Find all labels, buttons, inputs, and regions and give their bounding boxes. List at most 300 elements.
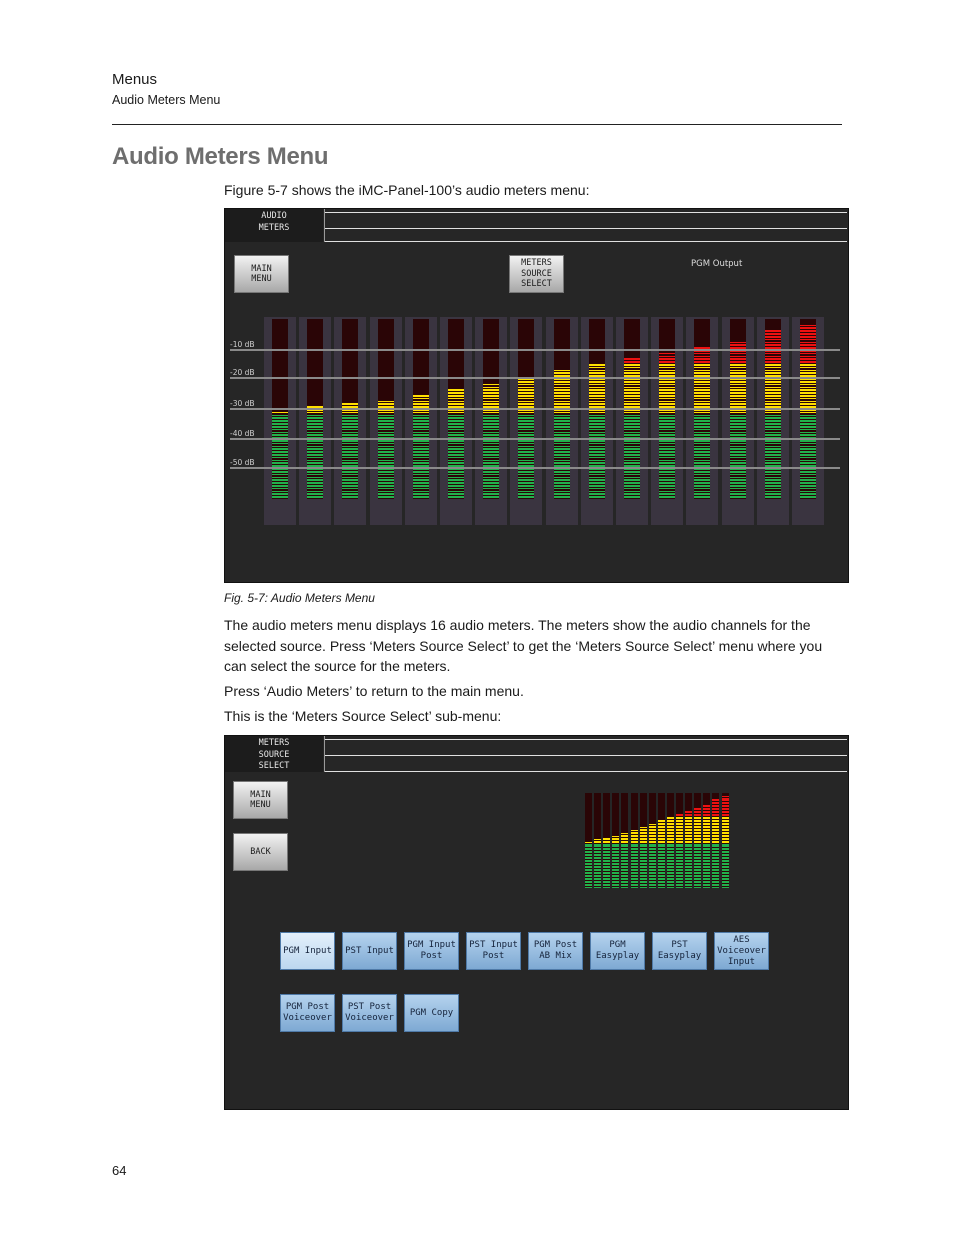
meter-segment bbox=[712, 872, 719, 873]
meter-segment bbox=[585, 849, 592, 850]
meter-segment bbox=[603, 842, 610, 843]
meter-segment bbox=[612, 875, 619, 876]
meter-segment bbox=[676, 860, 683, 861]
meter-segment bbox=[765, 460, 781, 462]
meter-segment bbox=[712, 844, 719, 845]
meter-segment bbox=[594, 881, 601, 882]
meter-segment bbox=[712, 851, 719, 852]
meter-segment bbox=[800, 403, 816, 405]
meter-segment bbox=[342, 493, 358, 495]
meter-segment bbox=[612, 855, 619, 856]
meter-segment bbox=[730, 344, 746, 346]
meter-segment bbox=[307, 440, 323, 442]
meter-segment bbox=[730, 493, 746, 495]
meter-segment bbox=[342, 412, 358, 414]
meter-segment bbox=[649, 869, 656, 870]
meter-segment bbox=[624, 477, 640, 479]
meter-segment bbox=[612, 854, 619, 855]
meter-segment bbox=[554, 488, 570, 490]
meter-segment bbox=[685, 857, 692, 858]
meter-segment bbox=[621, 873, 628, 874]
meter-segment bbox=[624, 372, 640, 374]
db-label-10: -10 dB bbox=[230, 340, 255, 349]
meter-segment bbox=[624, 417, 640, 419]
meter-segment bbox=[658, 839, 665, 840]
meter-segment bbox=[694, 479, 710, 481]
meter-segment bbox=[658, 857, 665, 858]
meter-segment bbox=[667, 849, 674, 850]
meter-segment bbox=[649, 876, 656, 877]
meter-segment bbox=[722, 818, 729, 819]
meter-segment bbox=[589, 412, 605, 414]
meter-segment bbox=[703, 878, 710, 879]
meter-segment bbox=[685, 823, 692, 824]
meter-segment bbox=[694, 412, 710, 414]
meter-segment bbox=[307, 491, 323, 493]
meter-segment bbox=[685, 879, 692, 880]
meter-segment bbox=[413, 395, 429, 397]
source-button-pgm-easyplay[interactable]: PGM Easyplay bbox=[590, 932, 645, 970]
meter-segment bbox=[621, 876, 628, 877]
meter-segment bbox=[272, 417, 288, 419]
meter-segment bbox=[703, 823, 710, 824]
meter-segment bbox=[589, 496, 605, 498]
meter-segment bbox=[621, 842, 628, 843]
meter-segment bbox=[703, 870, 710, 871]
meter-segment bbox=[730, 417, 746, 419]
meter-segment bbox=[448, 462, 464, 464]
meter-segment bbox=[589, 387, 605, 389]
meter-segment bbox=[712, 870, 719, 871]
meter-segment bbox=[658, 875, 665, 876]
meter-segment bbox=[658, 884, 665, 885]
meter-segment bbox=[712, 841, 719, 842]
meter-segment bbox=[694, 426, 710, 428]
meter-segment bbox=[659, 460, 675, 462]
meter-segment bbox=[342, 462, 358, 464]
meter-segment bbox=[640, 887, 647, 888]
meter-segment bbox=[585, 882, 592, 883]
meter-segment bbox=[730, 387, 746, 389]
meter-segment bbox=[703, 855, 710, 856]
meter-segment bbox=[631, 867, 638, 868]
meter-segment bbox=[659, 477, 675, 479]
meter-segment bbox=[621, 879, 628, 880]
meter-segment bbox=[712, 876, 719, 877]
meter-segment bbox=[658, 860, 665, 861]
meter-segment bbox=[307, 420, 323, 422]
source-button-pst-input-post[interactable]: PST Input Post bbox=[466, 932, 521, 970]
meter-segment bbox=[518, 401, 534, 403]
meter-segment bbox=[712, 852, 719, 853]
meter-segment bbox=[448, 479, 464, 481]
meter-segment bbox=[631, 848, 638, 849]
meter-segment bbox=[676, 827, 683, 828]
meter-segment bbox=[685, 821, 692, 822]
meter-segment bbox=[722, 872, 729, 873]
meter-segment bbox=[612, 887, 619, 888]
meter-segment bbox=[518, 387, 534, 389]
meter-segment bbox=[712, 835, 719, 836]
meter-segment bbox=[676, 841, 683, 842]
meter-segment bbox=[448, 451, 464, 453]
meter-segment bbox=[722, 857, 729, 858]
meter-segment bbox=[378, 496, 394, 498]
meter-segment bbox=[589, 471, 605, 473]
meter-segment bbox=[800, 339, 816, 341]
meter-segment bbox=[694, 423, 710, 425]
meter-segment bbox=[658, 869, 665, 870]
meter-segment bbox=[685, 873, 692, 874]
meter-segment bbox=[413, 457, 429, 459]
meter-segment bbox=[694, 417, 710, 419]
meter-segment bbox=[712, 839, 719, 840]
meter-segment bbox=[712, 802, 719, 803]
meter-segment bbox=[730, 364, 746, 366]
meter-segment bbox=[624, 370, 640, 372]
meter-segment bbox=[676, 849, 683, 850]
meter-segment bbox=[667, 848, 674, 849]
meter-segment bbox=[589, 454, 605, 456]
meter-segment bbox=[694, 823, 701, 824]
meter-segment bbox=[554, 429, 570, 431]
meter-segment bbox=[621, 863, 628, 864]
meter-segment bbox=[722, 878, 729, 879]
meter-segment bbox=[685, 882, 692, 883]
meter-segment bbox=[612, 860, 619, 861]
db-label-30: -30 dB bbox=[230, 399, 255, 408]
meter-segment bbox=[413, 403, 429, 405]
meter-segment bbox=[667, 879, 674, 880]
meter-segment bbox=[694, 864, 701, 865]
meter-segment bbox=[676, 835, 683, 836]
meter-segment bbox=[800, 429, 816, 431]
meter-segment bbox=[694, 448, 710, 450]
meter-segment bbox=[272, 429, 288, 431]
meter-segment bbox=[631, 861, 638, 862]
meter-segment bbox=[722, 849, 729, 850]
meter-segment bbox=[640, 836, 647, 837]
meter-segment bbox=[712, 827, 719, 828]
meter-segment bbox=[585, 842, 592, 843]
meter-segment bbox=[413, 488, 429, 490]
meter-segment bbox=[624, 403, 640, 405]
meter-segment bbox=[730, 462, 746, 464]
meter-segment bbox=[612, 841, 619, 842]
meter-segment bbox=[676, 846, 683, 847]
back-button[interactable]: BACK bbox=[233, 833, 288, 871]
meter-segment bbox=[518, 485, 534, 487]
meter-segment bbox=[603, 854, 610, 855]
meter-segment bbox=[307, 429, 323, 431]
meter-segment bbox=[621, 852, 628, 853]
meter-segment bbox=[624, 392, 640, 394]
meter-segment bbox=[585, 867, 592, 868]
meter-segment bbox=[685, 829, 692, 830]
meter-segment bbox=[694, 814, 701, 815]
meter-segment bbox=[594, 864, 601, 865]
meter-segment bbox=[712, 858, 719, 859]
meter-segment bbox=[554, 420, 570, 422]
meter-segment bbox=[272, 415, 288, 417]
meter-segment bbox=[631, 838, 638, 839]
meter-segment bbox=[694, 860, 701, 861]
meter-segment bbox=[685, 870, 692, 871]
meter-segment bbox=[676, 823, 683, 824]
meter-segment bbox=[603, 872, 610, 873]
meter-segment bbox=[603, 870, 610, 871]
meter-segment bbox=[667, 872, 674, 873]
meter-segment bbox=[640, 863, 647, 864]
meter-segment bbox=[658, 881, 665, 882]
meter-segment bbox=[413, 485, 429, 487]
meter-segment bbox=[624, 367, 640, 369]
meter-segment bbox=[631, 855, 638, 856]
meter-segment bbox=[685, 869, 692, 870]
meter-segment bbox=[518, 432, 534, 434]
meter-segment bbox=[800, 432, 816, 434]
meter-segment bbox=[413, 477, 429, 479]
status-line-2 bbox=[325, 755, 847, 756]
meter-segment bbox=[640, 846, 647, 847]
meter-segment bbox=[667, 870, 674, 871]
meter-segment bbox=[589, 415, 605, 417]
meter-segment bbox=[483, 448, 499, 450]
meter-segment bbox=[594, 849, 601, 850]
meter-segment bbox=[676, 879, 683, 880]
source-button-pst-easyplay[interactable]: PST Easyplay bbox=[652, 932, 707, 970]
meter-segment bbox=[765, 372, 781, 374]
meter-segment bbox=[685, 864, 692, 865]
meter-segment bbox=[413, 423, 429, 425]
meter-segment bbox=[631, 833, 638, 834]
meter-segment bbox=[659, 479, 675, 481]
source-button-pgm-post-ab-mix[interactable]: PGM Post AB Mix bbox=[528, 932, 583, 970]
source-button-pst-input[interactable]: PST Input bbox=[342, 932, 397, 970]
source-button-pgm-post-voiceover[interactable]: PGM Post Voiceover bbox=[280, 994, 335, 1032]
meter-segment bbox=[676, 861, 683, 862]
meter-segment bbox=[730, 361, 746, 363]
meter-segment bbox=[589, 395, 605, 397]
source-button-pst-post-voiceover[interactable]: PST Post Voiceover bbox=[342, 994, 397, 1032]
meter-segment bbox=[685, 881, 692, 882]
meter-segment bbox=[694, 471, 710, 473]
meter-segment bbox=[730, 448, 746, 450]
meter-segment bbox=[631, 844, 638, 845]
meter-segment bbox=[722, 823, 729, 824]
meter-segment bbox=[685, 858, 692, 859]
meter-segment bbox=[703, 826, 710, 827]
meter-segment bbox=[649, 848, 656, 849]
meter-segment bbox=[554, 387, 570, 389]
meter-segment bbox=[658, 855, 665, 856]
meter-segment bbox=[640, 860, 647, 861]
meter-segment bbox=[667, 838, 674, 839]
meter-segment bbox=[722, 884, 729, 885]
source-button-pgm-copy[interactable]: PGM Copy bbox=[404, 994, 459, 1032]
meter-segment bbox=[589, 443, 605, 445]
meter-segment bbox=[483, 395, 499, 397]
meter-segment bbox=[621, 860, 628, 861]
meter-segment bbox=[694, 462, 710, 464]
meter-segment bbox=[612, 876, 619, 877]
meter-segment bbox=[658, 848, 665, 849]
meter-segment bbox=[800, 415, 816, 417]
meter-segment bbox=[667, 854, 674, 855]
meter-segment bbox=[631, 887, 638, 888]
main-menu-button[interactable]: MAIN MENU bbox=[233, 781, 288, 819]
meter-segment bbox=[703, 811, 710, 812]
meter-segment bbox=[722, 805, 729, 806]
meter-segment bbox=[649, 857, 656, 858]
meter-segment bbox=[448, 429, 464, 431]
meter-segment bbox=[659, 370, 675, 372]
meter-segment bbox=[649, 866, 656, 867]
meter-segment bbox=[589, 491, 605, 493]
meter-segment bbox=[712, 873, 719, 874]
meter-segment bbox=[640, 851, 647, 852]
meter-segment bbox=[640, 829, 647, 830]
meter-segment bbox=[694, 384, 710, 386]
meter-segment bbox=[694, 836, 701, 837]
meter-segment bbox=[722, 824, 729, 825]
meter-segment bbox=[624, 426, 640, 428]
meter-segment bbox=[800, 356, 816, 358]
meter-segment bbox=[694, 872, 701, 873]
meter-segment bbox=[624, 361, 640, 363]
meter-segment bbox=[554, 482, 570, 484]
meter-segment bbox=[612, 882, 619, 883]
meter-segment bbox=[676, 844, 683, 845]
meter-segment bbox=[612, 838, 619, 839]
meter-segment bbox=[585, 861, 592, 862]
meter-segment bbox=[676, 836, 683, 837]
meter-segment bbox=[640, 873, 647, 874]
meter-segment bbox=[483, 443, 499, 445]
meter-segment bbox=[594, 852, 601, 853]
meter-segment bbox=[594, 844, 601, 845]
meter-segment bbox=[694, 457, 710, 459]
meter-segment bbox=[413, 451, 429, 453]
meter-segment bbox=[612, 885, 619, 886]
meter-segment bbox=[703, 851, 710, 852]
meter-segment bbox=[649, 833, 656, 834]
meter-segment bbox=[712, 832, 719, 833]
meter-segment bbox=[649, 845, 656, 846]
meter-segment bbox=[378, 440, 394, 442]
meter-segment bbox=[272, 412, 288, 414]
meter-segment bbox=[685, 876, 692, 877]
meter-segment bbox=[612, 848, 619, 849]
meter-segment bbox=[649, 854, 656, 855]
meter-segment bbox=[712, 845, 719, 846]
meter-segment bbox=[658, 841, 665, 842]
meter-segment bbox=[730, 426, 746, 428]
meter-segment bbox=[378, 415, 394, 417]
meter-segment bbox=[621, 864, 628, 865]
meter-segment bbox=[676, 826, 683, 827]
meter-segment bbox=[676, 851, 683, 852]
meter-segment bbox=[378, 454, 394, 456]
meter-segment bbox=[624, 493, 640, 495]
meter-segment bbox=[667, 841, 674, 842]
meter-segment bbox=[413, 491, 429, 493]
meter-segment bbox=[800, 370, 816, 372]
meter-segment bbox=[659, 454, 675, 456]
source-button-aes-voiceover-input[interactable]: AES Voiceover Input bbox=[714, 932, 769, 970]
meter-segment bbox=[765, 361, 781, 363]
meter-segment bbox=[694, 854, 701, 855]
meter-segment bbox=[722, 800, 729, 801]
meter-segment bbox=[694, 867, 701, 868]
meter-segment bbox=[712, 808, 719, 809]
meter-segment bbox=[594, 870, 601, 871]
meter-segment bbox=[694, 845, 701, 846]
meter-segment bbox=[448, 457, 464, 459]
meter-segment bbox=[800, 342, 816, 344]
meter-segment bbox=[342, 474, 358, 476]
meter-segment bbox=[703, 812, 710, 813]
meter-segment bbox=[413, 446, 429, 448]
main-menu-button[interactable]: MAIN MENU bbox=[234, 255, 289, 293]
source-button-pgm-input-post[interactable]: PGM Input Post bbox=[404, 932, 459, 970]
meter-segment bbox=[712, 811, 719, 812]
meter-segment bbox=[589, 493, 605, 495]
meter-segment bbox=[589, 381, 605, 383]
meter-segment bbox=[594, 887, 601, 888]
meter-segment bbox=[667, 866, 674, 867]
source-button-pgm-input[interactable]: PGM Input bbox=[280, 932, 335, 970]
meter-segment bbox=[712, 855, 719, 856]
meter-segment bbox=[685, 875, 692, 876]
meter-segment bbox=[640, 835, 647, 836]
meter-segment bbox=[659, 429, 675, 431]
meter-segment bbox=[603, 852, 610, 853]
meter-segment bbox=[658, 842, 665, 843]
meter-segment bbox=[667, 852, 674, 853]
meter-segment bbox=[685, 852, 692, 853]
meters-source-select-button[interactable]: METERS SOURCE SELECT bbox=[509, 255, 564, 293]
meter-segment bbox=[722, 882, 729, 883]
meter-segment bbox=[272, 471, 288, 473]
meter-segment bbox=[703, 820, 710, 821]
meter-segment bbox=[640, 827, 647, 828]
meter-segment bbox=[589, 488, 605, 490]
meter-segment bbox=[603, 884, 610, 885]
meter-segment bbox=[585, 855, 592, 856]
meter-segment bbox=[667, 821, 674, 822]
body-paragraph-2: Press ‘Audio Meters’ to return to the main menu. bbox=[224, 683, 524, 699]
meter-segment bbox=[631, 849, 638, 850]
meter-segment bbox=[448, 392, 464, 394]
meter-segment bbox=[624, 401, 640, 403]
meter-segment bbox=[649, 864, 656, 865]
meter-segment bbox=[667, 818, 674, 819]
meter-segment bbox=[765, 426, 781, 428]
meter-segment bbox=[631, 851, 638, 852]
meter-segment bbox=[640, 876, 647, 877]
meter-segment bbox=[649, 835, 656, 836]
status-line-1 bbox=[325, 739, 847, 740]
meter-segment bbox=[621, 846, 628, 847]
meter-segment bbox=[659, 415, 675, 417]
meter-segment bbox=[722, 815, 729, 816]
meter-segment bbox=[589, 485, 605, 487]
meter-segment bbox=[694, 863, 701, 864]
meter-segment bbox=[554, 398, 570, 400]
meter-segment bbox=[800, 491, 816, 493]
meter-segment bbox=[703, 872, 710, 873]
